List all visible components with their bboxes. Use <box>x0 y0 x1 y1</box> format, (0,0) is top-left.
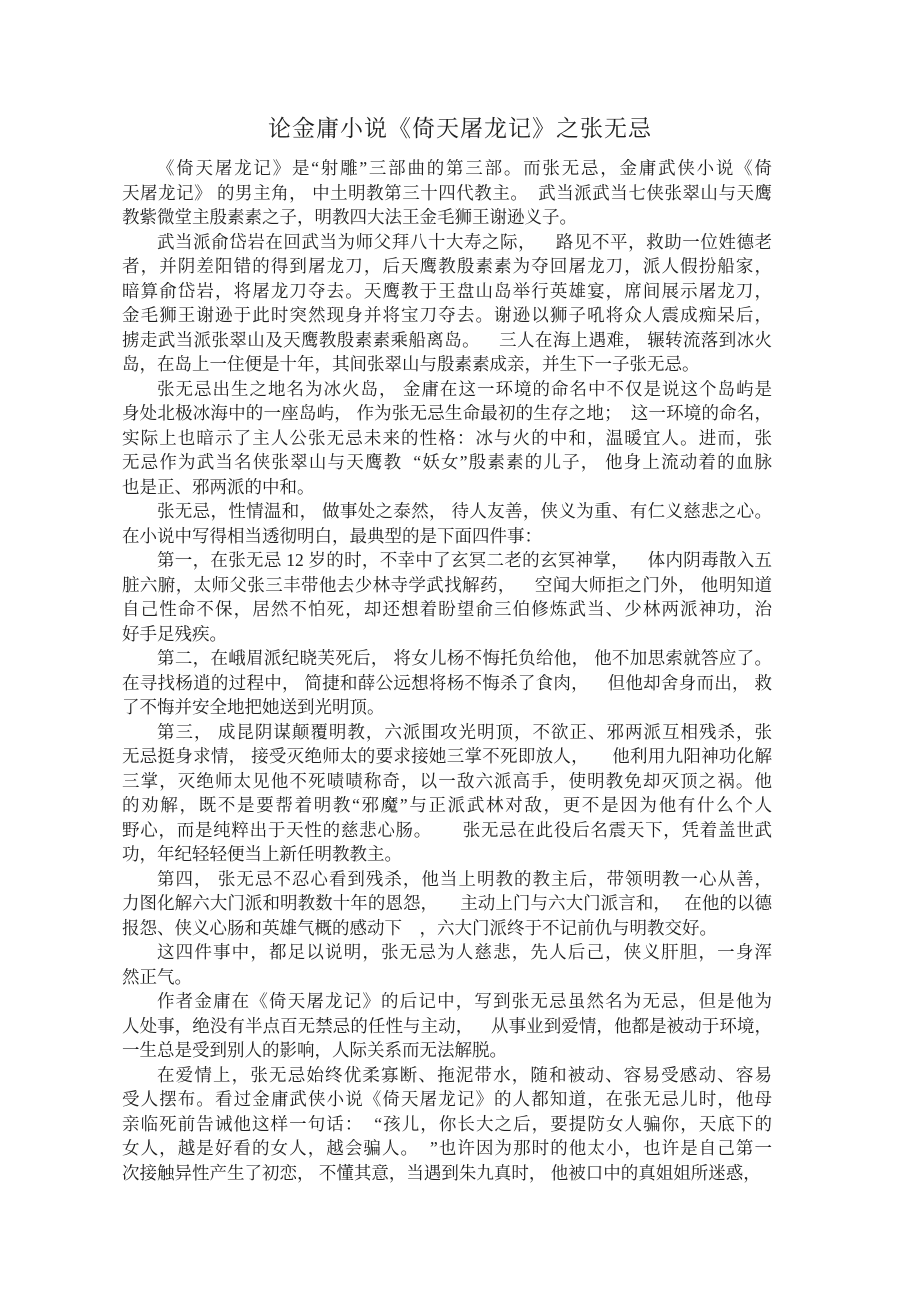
paragraph <box>122 156 772 230</box>
text-line: 张无忌出生之地名为冰火岛， 金庸在这一环境的命名中不仅是说这个岛屿是 <box>157 378 772 399</box>
paragraph <box>122 230 772 377</box>
text-line: 人处事，绝没有半点百无禁忌的任性与主动， 从事业到爱情，他都是被动于环境， <box>122 1015 772 1036</box>
text-line: 女人，越是好看的女人，越会骗人。 ”也许因为那时的他太小，也许是自己第一 <box>122 1138 772 1158</box>
text-line: 岛，在岛上一住便是十年，其间张翠山与殷素素成亲，并生下一子张无忌。 <box>122 354 700 374</box>
text-line: 无忌作为武当名侠张翠山与天鹰教 “妖女”殷素素的儿子， 他身上流动着的血脉 <box>122 452 772 472</box>
text-line: 力图化解六大门派和明教数十年的恩怨， 主动上门与六大门派言和， 在他的以德 <box>122 893 772 913</box>
text-line: 张无忌，性情温和， 做事处之泰然， 待人友善，侠义为重、有仁义慈悲之心。 <box>157 501 772 521</box>
document-body <box>122 156 772 1185</box>
text-line: 自己性命不保，居然不怕死，却还想着盼望俞三伯修炼武当、少林两派神功，治 <box>122 599 772 619</box>
text-line: 第一，在张无忌 12 岁的时，不幸中了玄冥二老的玄冥神掌， 体内阴毒散入五 <box>157 550 772 570</box>
text-line: 天屠龙记》 的男主角， 中土明教第三十四代教主。 武当派武当七侠张翠山与天鹰 <box>122 182 772 203</box>
paragraph <box>122 646 772 720</box>
text-line: 身处北极冰海中的一座岛屿， 作为张无忌生命最初的生存之地； 这一环境的命名， <box>122 403 772 423</box>
text-line: 在寻找杨逍的过程中， 简捷和薛公远想将杨不悔杀了食肉， 但他却舍身而出， 救 <box>122 672 772 693</box>
text-line: 掳走武当派张翠山及天鹰教殷素素乘船离岛。 三人在海上遇难， 辗转流落到冰火 <box>122 329 772 350</box>
text-line: 也是正、邪两派的中和。 <box>122 476 315 497</box>
paragraph <box>122 548 772 646</box>
paragraph <box>122 867 772 941</box>
text-line: 好手足残疾。 <box>122 623 227 644</box>
text-line: 功，年纪轻轻便当上新任明教教主。 <box>122 844 402 864</box>
paragraph <box>122 940 772 989</box>
text-line: 亲临死前告诫他这样一句话： “孩儿，你长大之后，要提防女人骗你，天底下的 <box>122 1113 772 1134</box>
paragraph <box>122 720 772 867</box>
text-line: 者，并阴差阳错的得到屠龙刀，后天鹰教殷素素为夺回屠龙刀，派人假扮船家， <box>122 256 772 276</box>
text-line: 这四件事中，都足以说明，张无忌为人慈悲，先人后己，侠义肝胆，一身浑 <box>157 942 772 962</box>
text-line: 在爱情上，张无忌始终优柔寡断、拖泥带水，随和被动、容易受感动、容易 <box>157 1064 772 1085</box>
paragraph <box>122 1063 772 1186</box>
text-line: 金毛狮王谢逊于此时突然现身并将宝刀夺去。谢逊以狮子吼将众人震成痴呆后， <box>122 305 772 325</box>
document-title: 论金庸小说《倚天屠龙记》之张无忌 <box>268 116 652 141</box>
text-line: 武当派俞岱岩在回武当为师父拜八十大寿之际， 路见不平，救助一位姓德老 <box>157 231 772 252</box>
text-line: 第二，在峨眉派纪晓芙死后， 将女儿杨不悔托负给他， 他不加思索就答应了。 <box>157 648 772 668</box>
text-line: 《倚天屠龙记》是“射雕”三部曲的第三部。而张无忌，金庸武侠小说《倚 <box>157 158 772 178</box>
text-line: 第四， 张无忌不忍心看到残杀，他当上明教的教主后，带领明教一心从善， <box>157 868 772 889</box>
text-line: 教紫微堂主殷素素之子，明教四大法王金毛狮王谢逊义子。 <box>122 207 577 227</box>
text-line: 次接触异性产生了初恋， 不懂其意，当遇到朱九真时， 他被口中的真姐姐所迷惑， <box>122 1162 761 1183</box>
text-line: 的劝解，既不是要帮着明教“邪魔”与正派武林对敌，更不是因为他有什么个人 <box>122 795 772 815</box>
text-line: 实际上也暗示了主人公张无忌未来的性格：冰与火的中和，温暖宜人。进而，张 <box>122 427 772 448</box>
text-line: 三掌，灭绝师太见他不死啧啧称奇，以一敌六派高手，使明教免却灭顶之祸。他 <box>122 770 772 791</box>
text-line: 野心，而是纯粹出于天性的慈悲心肠。 张无忌在此役后名震天下，凭着盖世武 <box>122 819 772 840</box>
text-line: 脏六腑，太师父张三丰带他去少林寺学武找解药， 空闻大师拒之门外， 他明知道 <box>122 574 772 595</box>
text-line: 暗算俞岱岩，将屠龙刀夺去。天鹰教于王盘山岛举行英雄宴，席间展示屠龙刀， <box>122 280 772 301</box>
paragraph <box>122 989 772 1063</box>
text-line: 然正气。 <box>122 966 192 987</box>
text-line: 受人摆布。看过金庸武侠小说《倚天屠龙记》的人都知道，在张无忌儿时，他母 <box>122 1089 772 1109</box>
text-line: 报怨、侠义心肠和英雄气概的感动下 ，六大门派终于不记前仇与明教交好。 <box>122 917 717 938</box>
paragraph <box>122 499 772 548</box>
paragraph <box>122 377 772 500</box>
text-line: 在小说中写得相当透彻明白，最典型的是下面四件事： <box>122 525 542 546</box>
text-line: 无忌挺身求情， 接受灭绝师太的要求接她三掌不死即放人， 他利用九阳神功化解 <box>122 746 772 766</box>
text-line: 一生总是受到别人的影响，人际关系而无法解脱。 <box>122 1040 507 1060</box>
text-line: 第三， 成昆阴谋颠覆明教，六派围攻光明顶，不欲正、邪两派互相残杀，张 <box>157 721 772 742</box>
text-line: 作者金庸在《倚天屠龙记》的后记中，写到张无忌虽然名为无忌，但是他为 <box>157 991 772 1011</box>
text-line: 了不悔并安全地把她送到光明顶。 <box>122 697 385 717</box>
